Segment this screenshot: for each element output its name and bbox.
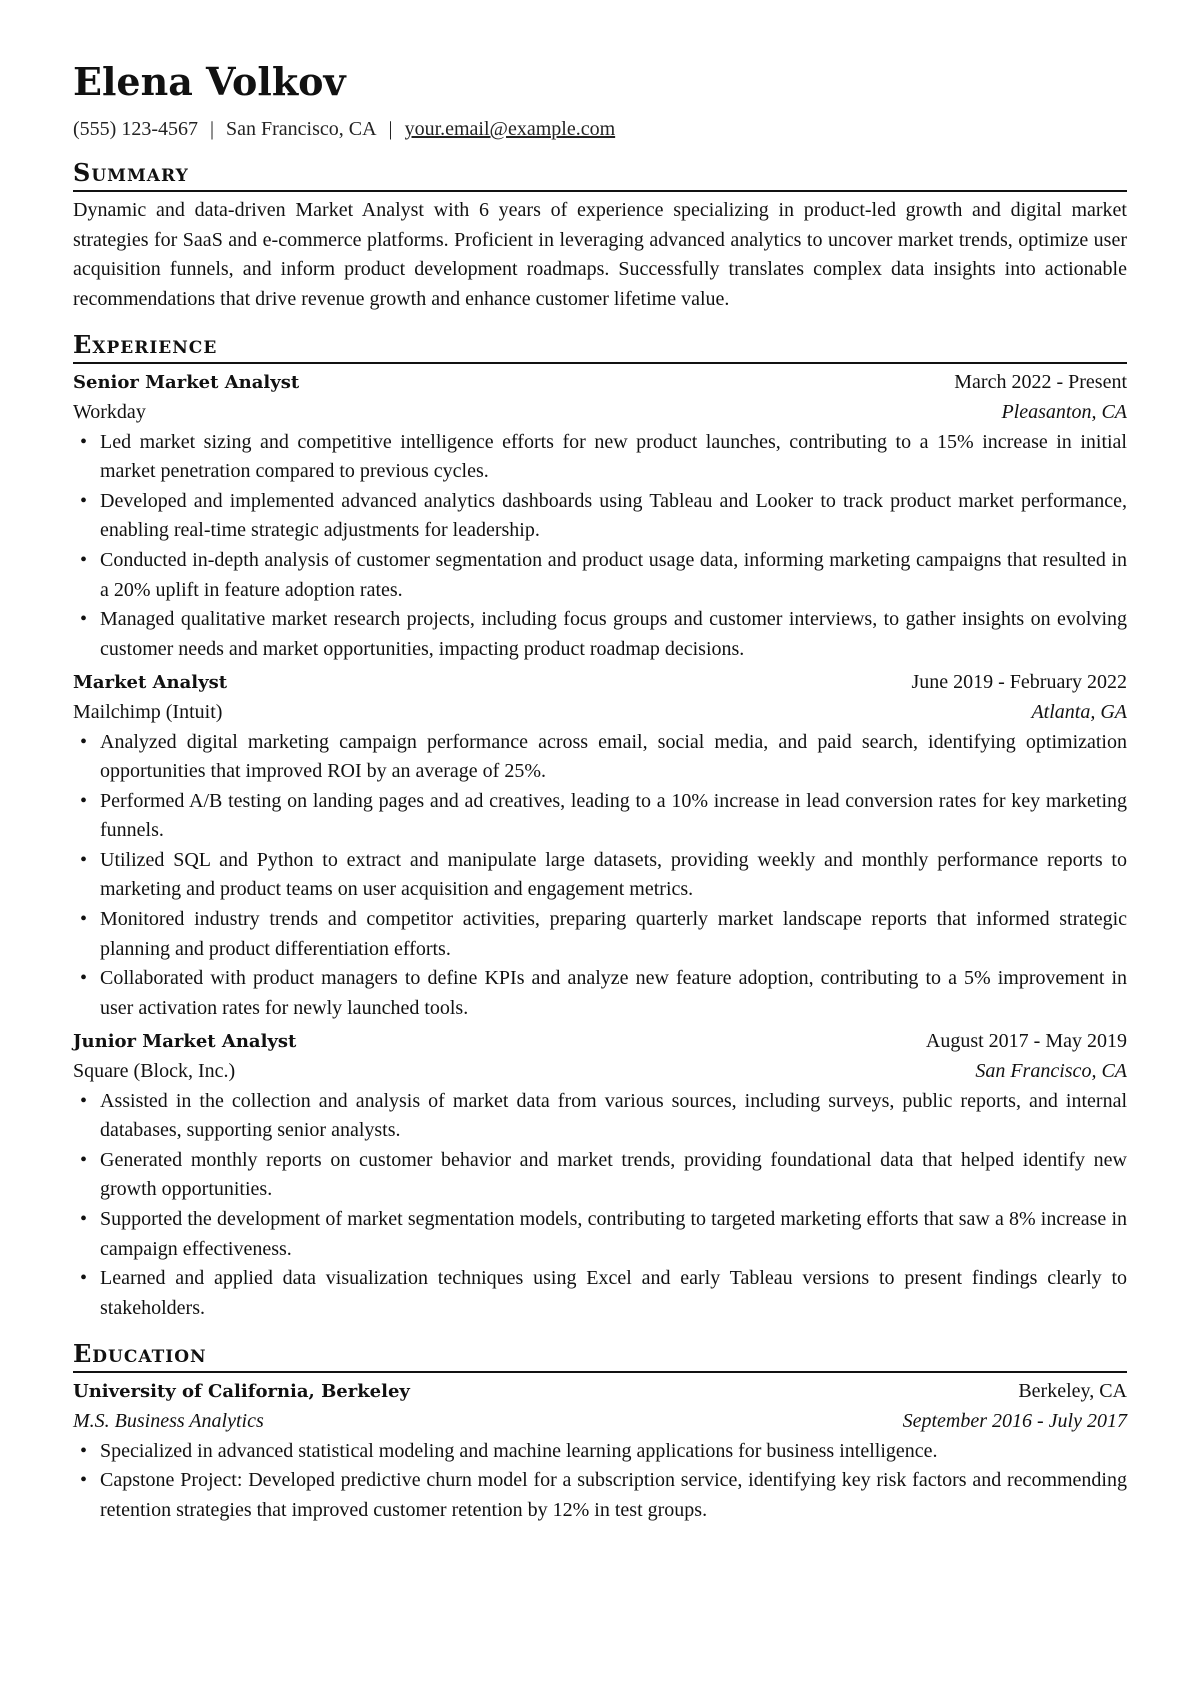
job-bullet: • Supported the development of market segmentation models, contributing to targeted marketing efforts that saw a 8% increase in campaign effectiveness. (100, 1205, 1127, 1264)
degree-name: M.S. Business Analytics (73, 1409, 264, 1432)
education-entry (73, 1377, 1127, 1525)
job-company-row (73, 1057, 1127, 1087)
education-bullets (73, 1437, 1127, 1526)
phone-number: (555) 123-4567 (73, 118, 198, 140)
job-title-row (73, 368, 1127, 398)
education-dates: September 2016 - July 2017 (902, 1409, 1127, 1432)
job-bullet: • Generated monthly reports on customer behavior and market trends, providing foundational data that helped identify new growth opportunities. (100, 1146, 1127, 1205)
job-bullet: • Analyzed digital marketing campaign performance across email, social media, and paid search, identifying optimization opportunities that improved ROI by an average of 25%. (100, 728, 1127, 787)
education-bullet: • Capstone Project: Developed predictive churn model for a subscription service, identifying key risk factors and recommending retention strategies that improved customer retention by 12% in test groups. (100, 1466, 1127, 1525)
job-bullet: • Led market sizing and competitive intelligence efforts for new product launches, contributing to a 15% increase in initial market penetration compared to previous cycles. (100, 428, 1127, 487)
job-company-row (73, 398, 1127, 428)
job-bullet: • Utilized SQL and Python to extract and manipulate large datasets, providing weekly and monthly performance reports to marketing and product teams on user acquisition and engagement metrics. (100, 846, 1127, 905)
job-bullet: • Assisted in the collection and analysis of market data from various sources, including surveys, public reports, and internal databases, supporting senior analysts. (100, 1087, 1127, 1146)
candidate-name: Elena Volkov (73, 59, 346, 104)
job-location: Pleasanton, CA (1001, 400, 1127, 423)
company-name: Workday (73, 400, 146, 423)
job-title-row (73, 668, 1127, 698)
summary-section (73, 158, 1127, 314)
job-bullets (73, 728, 1127, 1024)
job-entry (73, 368, 1127, 664)
school-name: University of California, Berkeley (73, 1381, 410, 1403)
job-company-row (73, 698, 1127, 728)
resume-page (73, 60, 1127, 1525)
education-bullet: • Specialized in advanced statistical modeling and machine learning applications for business intelligence. (100, 1437, 1127, 1467)
education-heading: Education (73, 1339, 1127, 1373)
school-location: Berkeley, CA (1018, 1380, 1127, 1403)
job-location: San Francisco, CA (975, 1060, 1127, 1083)
job-title: Senior Market Analyst (73, 372, 300, 394)
contact-separator: | (388, 118, 393, 140)
job-bullet: • Learned and applied data visualization techniques using Excel and early Tableau versions to present findings clearly to stakeholders. (100, 1264, 1127, 1323)
job-title: Junior Market Analyst (73, 1031, 297, 1053)
job-dates: March 2022 - Present (954, 371, 1127, 394)
contact-separator: | (209, 118, 214, 140)
job-bullets (73, 1087, 1127, 1324)
job-bullet: • Conducted in-depth analysis of customer segmentation and product usage data, informing marketing campaigns that resulted in a 20% uplift in feature adoption rates. (100, 546, 1127, 605)
job-title-row (73, 1027, 1127, 1057)
job-entry (73, 668, 1127, 1023)
company-name: Square (Block, Inc.) (73, 1060, 236, 1083)
email-link[interactable]: your.email@example.com (404, 118, 616, 140)
experience-section (73, 330, 1127, 1323)
job-bullets (73, 428, 1127, 665)
job-bullet: • Developed and implemented advanced analytics dashboards using Tableau and Looker to track product market performance, enabling real-time strategic adjustments for leadership. (100, 487, 1127, 546)
resume-header (73, 60, 1127, 142)
degree-row (73, 1407, 1127, 1437)
job-dates: August 2017 - May 2019 (925, 1030, 1127, 1053)
school-row (73, 1377, 1127, 1407)
job-bullet: • Collaborated with product managers to define KPIs and analyze new feature adoption, contributing to a 5% improvement in user activation rates for newly launched tools. (100, 964, 1127, 1023)
company-name: Mailchimp (Intuit) (73, 700, 223, 723)
contact-line (73, 116, 1127, 142)
summary-text: Dynamic and data-driven Market Analyst with 6 years of experience specializing in product-led growth and digital market strategies for SaaS and e-commerce platforms. Proficient in leveraging advanced analytics to uncover market trends, optimize user acquisition funnels, and inform product development roadmaps. Successfully translates complex data insights into actionable recommendations that drive revenue growth and enhance customer lifetime value. (73, 199, 1127, 310)
job-bullet: • Managed qualitative market research projects, including focus groups and customer interviews, to gather insights on evolving customer needs and market opportunities, impacting product roadmap decisions. (100, 605, 1127, 664)
job-location: Atlanta, GA (1031, 700, 1127, 723)
experience-heading: Experience (73, 330, 1127, 364)
job-bullet: • Monitored industry trends and competitor activities, preparing quarterly market landscape reports that informed strategic planning and product differentiation efforts. (100, 905, 1127, 964)
job-entry (73, 1027, 1127, 1323)
job-title: Market Analyst (73, 672, 228, 694)
education-section (73, 1339, 1127, 1525)
summary-heading: Summary (73, 158, 1127, 192)
job-bullet: • Performed A/B testing on landing pages and ad creatives, leading to a 10% increase in lead conversion rates for key marketing funnels. (100, 787, 1127, 846)
contact-location: San Francisco, CA (226, 118, 377, 140)
job-dates: June 2019 - February 2022 (911, 671, 1127, 694)
